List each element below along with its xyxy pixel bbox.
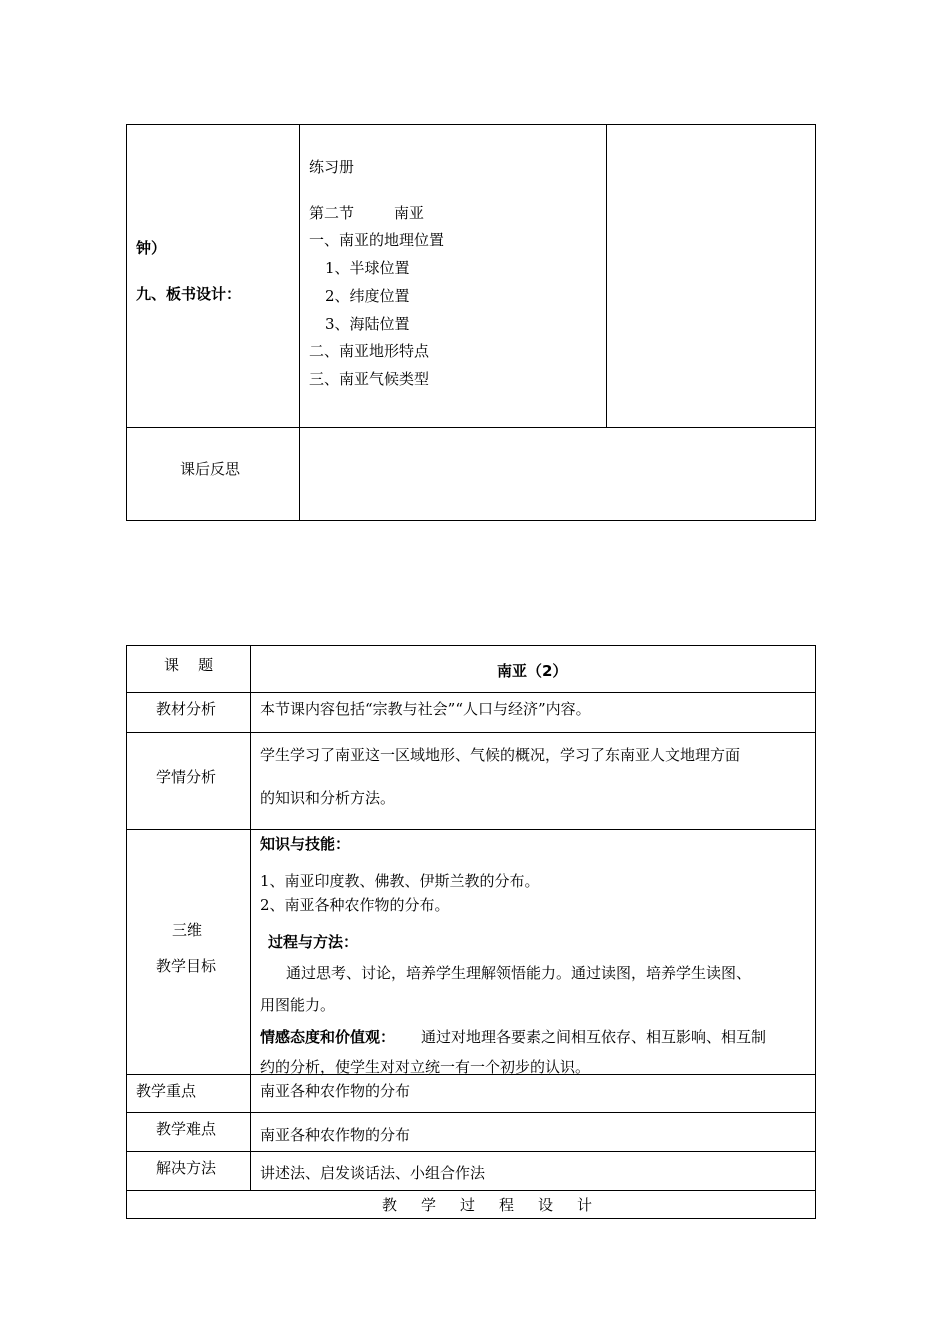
method-label: 解决方法 — [156, 1159, 217, 1177]
key-point-text: 南亚各种农作物的分布 — [260, 1082, 411, 1100]
textbook-analysis-text: 本节课内容包括“宗教与社会”“人口与经济”内容。 — [260, 700, 591, 718]
knowledge-item-2: 2、南亚各种农作物的分布。 — [260, 896, 450, 914]
key-point-label: 教学重点 — [136, 1082, 197, 1100]
board-item-2: 1、半球位置 — [325, 259, 410, 277]
knowledge-item-1: 1、南亚印度教、佛教、伊斯兰教的分布。 — [260, 872, 540, 890]
emotion-text-2: 约的分析，使学生对对立统一有一个初步的认识。 — [260, 1058, 591, 1076]
workbook-text: 练习册 — [309, 158, 355, 176]
emotion-heading: 情感态度和价值观： — [260, 1028, 396, 1046]
process-text-2: 用图能力。 — [260, 996, 336, 1014]
difficulty-text: 南亚各种农作物的分布 — [260, 1126, 411, 1144]
board-design-heading: 九、板书设计： — [136, 285, 242, 303]
board-item-5: 二、南亚地形特点 — [309, 342, 430, 360]
process-text-1: 通过思考、讨论，培养学生理解领悟能力。通过读图，培养学生读图、 — [286, 964, 752, 982]
difficulty-label: 教学难点 — [156, 1120, 217, 1138]
method-text: 讲述法、启发谈话法、小组合作法 — [260, 1164, 486, 1182]
process-heading: 过程与方法： — [268, 933, 359, 951]
knowledge-heading: 知识与技能： — [260, 835, 351, 853]
goals-label-2: 教学目标 — [156, 957, 217, 975]
emotion-text-1: 通过对地理各要素之间相互依存、相互影响、相互制 — [421, 1028, 767, 1046]
board-item-4: 3、海陆位置 — [325, 315, 410, 333]
student-analysis-label: 学情分析 — [156, 768, 217, 786]
reflection-label: 课后反思 — [180, 460, 241, 478]
topic-value: 南亚（2） — [497, 662, 568, 680]
board-item-6: 三、南亚气候类型 — [309, 370, 430, 388]
time-suffix-text: 钟） — [136, 239, 167, 257]
textbook-analysis-label: 教材分析 — [156, 700, 217, 718]
student-analysis-text-2: 的知识和分析方法。 — [260, 789, 396, 807]
goals-label-1: 三维 — [172, 921, 203, 939]
board-item-3: 2、纬度位置 — [325, 287, 410, 305]
student-analysis-text-1: 学生学习了南亚这一区域地形、气候的概况，学习了东南亚人文地理方面 — [260, 746, 741, 764]
process-design-heading: 教学过程设计 — [382, 1196, 617, 1214]
section-title: 南亚 — [394, 204, 425, 222]
topic-label: 课 题 — [164, 656, 214, 674]
board-item-1: 一、南亚的地理位置 — [309, 231, 445, 249]
section-number: 第二节 — [309, 204, 355, 222]
